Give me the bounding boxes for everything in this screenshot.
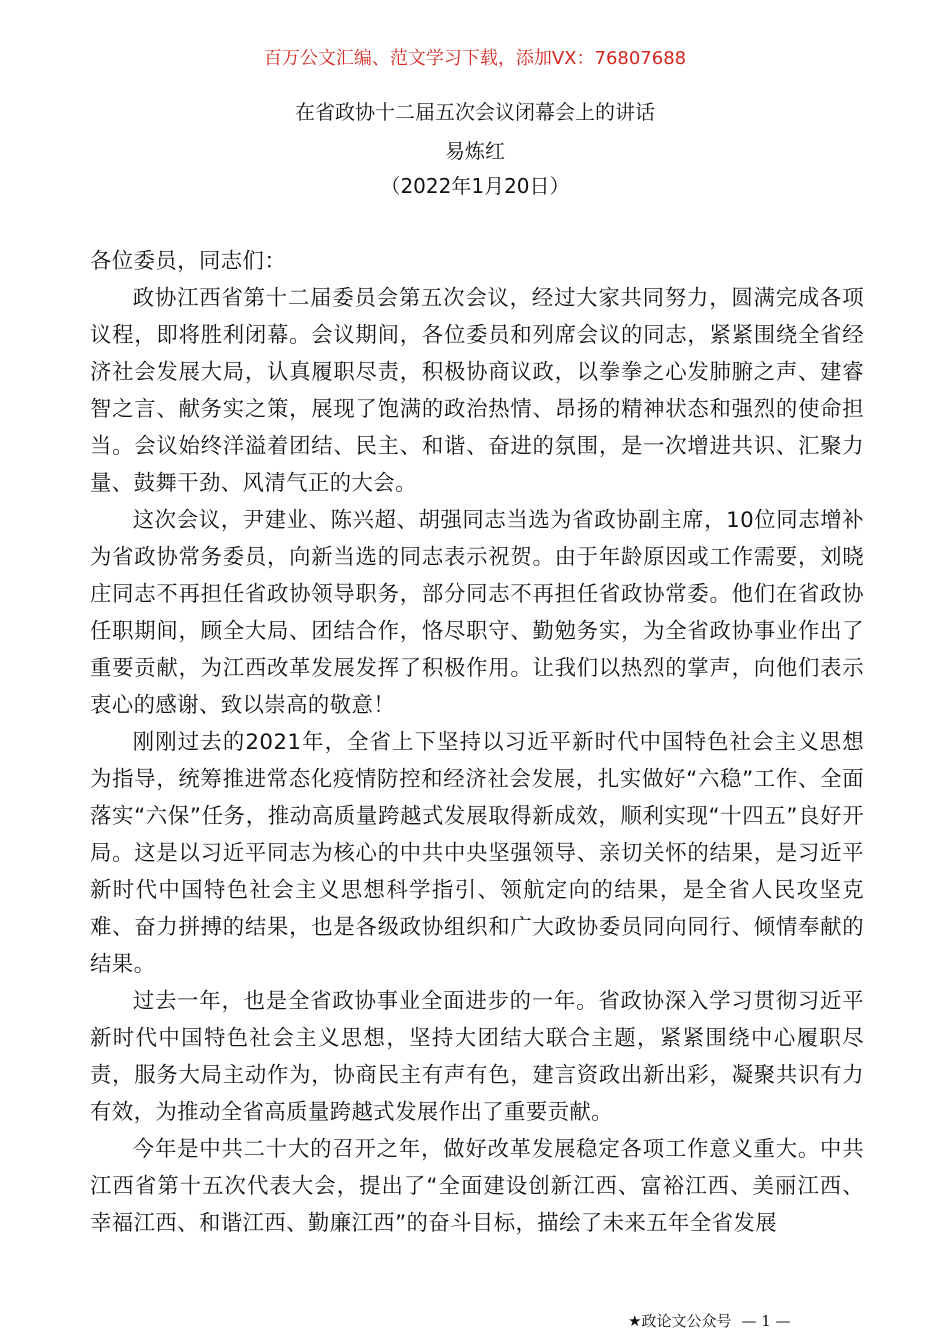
document-author: 易炼红 — [445, 139, 505, 163]
page-number: — 1 — — [741, 1312, 791, 1330]
document-date: （2022年1月20日） — [380, 174, 570, 198]
footer-label: 政论文公众号 — [641, 1312, 732, 1330]
paragraph: 政协江西省第十二届委员会第五次会议，经过大家共同努力，圆满完成各项议程，即将胜利闭幕。会议期间，各位委员和列席会议的同志，紧紧围绕全省经济社会发展大局，认真履职尽责，积极协商议政，以拳拳之心发肺腑之声、建睿智之言、献务实之策，展现了饱满的政治热情、昂扬的精神状态和强烈的使命担当。会议始终洋溢着团结、民主、和谐、奋进的氛围，是一次增进共识、汇聚力量、鼓舞干劲、风清气正的大会。 — [90, 286, 864, 496]
document-title: 在省政协十二届五次会议闭幕会上的讲话 — [295, 100, 655, 124]
paragraph: 今年是中共二十大的召开之年，做好改革发展稳定各项工作意义重大。中共江西省第十五次代表大会，提出了“全面建设创新江西、富裕江西、美丽江西、幸福江西、和谐江西、勤廉江西”的奋斗目标，描绘了未来五年全省发展 — [90, 1137, 864, 1236]
salutation: 各位委员，同志们： — [90, 249, 287, 274]
star-icon: ★ — [628, 1312, 642, 1330]
paragraph: 过去一年，也是全省政协事业全面进步的一年。省政协深入学习贯彻习近平新时代中国特色社会主义思想，坚持大团结大联合主题，紧紧围绕中心履职尽责，服务大局主动作为，协商民主有声有色，建言资政出新出彩，凝聚共识有力有效，为推动全省高质量跨越式发展作出了重要贡献。 — [90, 989, 864, 1125]
paragraph: 刚刚过去的2021年，全省上下坚持以习近平新时代中国特色社会主义思想为指导，统筹推进常态化疫情防控和经济社会发展，扎实做好“六稳”工作、全面落实“六保”任务，推动高质量跨越式发展取得新成效，顺利实现“十四五”良好开局。这是以习近平同志为核心的中共中央坚强领导、亲切关怀的结果，是习近平新时代中国特色社会主义思想科学指引、领航定向的结果，是全省人民攻坚克难、奋力拼搏的结果，也是各级政协组织和广大政协委员同向同行、倾情奉献的结果。 — [90, 730, 864, 977]
paragraph: 这次会议，尹建业、陈兴超、胡强同志当选为省政协副主席，10位同志增补为省政协常务委员，向新当选的同志表示祝贺。由于年龄原因或工作需要，刘晓庄同志不再担任省政协领导职务，部分同志不再担任省政协常委。他们在省政协任职期间，顾全大局、团结合作，恪尽职守、勤勉务实，为全省政协事业作出了重要贡献，为江西改革发展发挥了积极作用。让我们以热烈的掌声，向他们表示衷心的感谢、致以崇高的敬意！ — [90, 508, 864, 718]
page-footer — [628, 1310, 791, 1331]
document-body — [90, 243, 864, 1242]
watermark-banner: 百万公文汇编、范文学习下载，添加VX：76807688 — [263, 48, 687, 69]
